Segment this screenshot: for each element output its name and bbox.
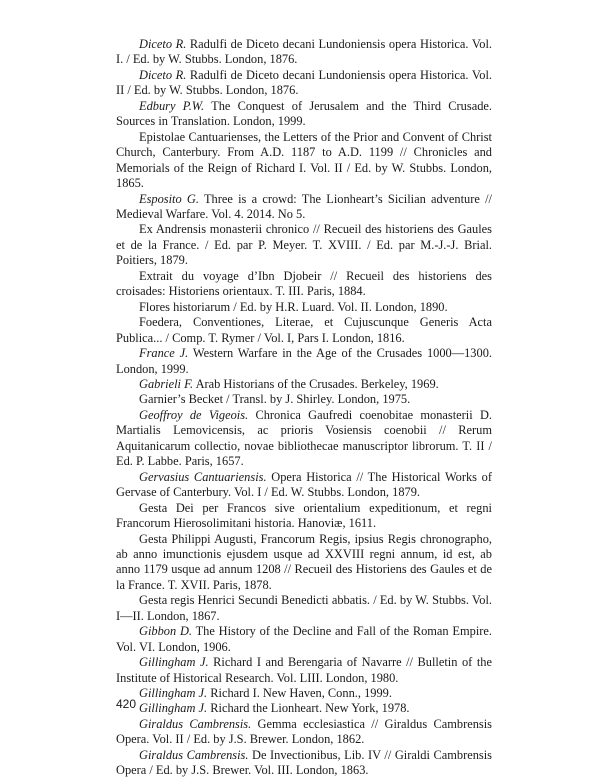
- entry-text: De Invectionibus, Lib. IV // Giraldi Cambrensis Opera / Ed. by J.S. Brewer. Vol. III. London, 1863.: [116, 747, 492, 778]
- entry-text: Arab Historians of the Crusades. Berkeley, 1969.: [193, 376, 439, 391]
- bibliography-entry: [116, 99, 492, 130]
- entry-author: Gillingham J.: [139, 686, 208, 701]
- bibliography-entry: [116, 408, 492, 470]
- entry-author: Giraldus Cambrensis.: [139, 716, 252, 731]
- entry-text: Three is a crowd: The Lionheart’s Sicilian adventure // Medieval Warfare. Vol. 4. 2014. No 5.: [116, 191, 492, 221]
- bibliography-entry: [116, 269, 492, 300]
- bibliography-entry: [116, 300, 492, 315]
- entry-text: Flores historiarum / Ed. by H.R. Luard. Vol. II. London, 1890.: [139, 299, 448, 314]
- entry-text: Gemma ecclesiastica // Giraldus Cambrensis Opera. Vol. II / Ed. by J.S. Brewer. London, 1862.: [116, 716, 492, 747]
- entry-text: Gesta Dei per Francos sive orientalium expeditionum, et regni Francorum Hierosolimitani historia. Hanoviæ, 1611.: [116, 500, 492, 531]
- page-number: 420: [116, 697, 137, 711]
- bibliography-entry: [116, 377, 492, 392]
- bibliography-entry: [116, 532, 492, 594]
- entry-author: Gervasius Cantuariensis.: [139, 469, 267, 484]
- entry-text: Gesta Philippi Augusti, Francorum Regis, ipsius Regis chronographo, ab anno imunctionis ejusdem usque ad XXVIII regni annum, id est, ab anno 1179 usque ad annum 1208 // Recueil des Historiens des Gaules et de la France. T. XVII. Paris, 1878.: [116, 531, 492, 592]
- entry-text: Epistolae Cantuarienses, the Letters of the Prior and Convent of Christ Church, Canterbury. From A.D. 1187 to A.D. 1199 // Chronicles and Memorials of the Reign of Richard I. Vol. II / Ed. by W. Stubbs. London, 1865.: [116, 129, 492, 191]
- entry-author: Esposito G.: [139, 191, 199, 206]
- bibliography-entry: [116, 748, 492, 779]
- entry-text: Ex Andrensis monasterii chronico // Recueil des historiens des Gaules et de la France. / Ed. par P. Meyer. T. XVIII. / Ed. par M.-J.-J. Brial. Poitiers, 1879.: [116, 222, 492, 268]
- bibliography-entry: [116, 346, 492, 377]
- bibliography-entry: [116, 624, 492, 655]
- bibliography-entry: [116, 717, 492, 748]
- bibliography-entry: [116, 37, 492, 68]
- bibliography-entry: [116, 701, 492, 716]
- entry-author: Diceto R.: [139, 67, 187, 82]
- entry-text: The Conquest of Jerusalem and the Third Crusade. Sources in Translation. London, 1999.: [116, 98, 492, 129]
- entry-text: Gesta regis Henrici Secundi Benedicti abbatis. / Ed. by W. Stubbs. Vol. I—II. London, 1867.: [116, 593, 492, 623]
- entry-author: Edbury P.W.: [139, 98, 205, 113]
- entry-text: Radulfi de Diceto decani Lundoniensis opera Historica. Vol. II / Ed. by W. Stubbs. London, 1876.: [116, 67, 492, 98]
- entry-author: France J.: [139, 346, 189, 361]
- entry-text: Extrait du voyage d’Ibn Djobeir // Recueil des historiens des croisades: Historiens orientaux. T. III. Paris, 1884.: [116, 268, 492, 299]
- entry-author: Gillingham J.: [139, 655, 209, 670]
- entry-text: Foedera, Conventiones, Literae, et Cujuscunque Generis Acta Publica... / Comp. T. Rymer / Vol. I, Pars I. London, 1816.: [116, 315, 492, 345]
- entry-text: Radulfi de Diceto decani Lundoniensis opera Historica. Vol. I. / Ed. by W. Stubbs. London, 1876.: [116, 37, 492, 67]
- entry-author: Gabrieli F.: [139, 376, 194, 391]
- entry-author: Giraldus Cambrensis.: [139, 747, 249, 762]
- bibliography-list: [116, 37, 492, 779]
- entry-text: Chronica Gaufredi coenobitae monasterii D. Martialis Lemovicensis, ac prioris Vosiensis coenobii // Rerum Aquitanicarum collectio, novae bibliothecae manuscriptor librorum. T. II / Ed. P. Labbe. Paris, 1657.: [116, 407, 492, 469]
- bibliography-entry: [116, 392, 492, 407]
- entry-text: Garnier’s Becket / Transl. by J. Shirley. London, 1975.: [139, 392, 411, 407]
- entry-author: Gibbon D.: [139, 624, 193, 639]
- entry-text: Opera Historica // The Historical Works of Gervase of Canterbury. Vol. I / Ed. W. Stubbs. London, 1879.: [116, 469, 493, 500]
- bibliography-entry: [116, 192, 492, 223]
- bibliography-entry: [116, 315, 492, 346]
- entry-author: Diceto R.: [139, 37, 187, 51]
- bibliography-entry: [116, 655, 492, 686]
- entry-author: Geoffroy de Vigeois.: [139, 407, 249, 422]
- bibliography-entry: [116, 68, 492, 99]
- bibliography-entry: [116, 222, 492, 268]
- entry-text: Richard I and Berengaria of Navarre // Bulletin of the Institute of Historical Research. Vol. LIII. London, 1980.: [116, 655, 492, 685]
- bibliography-entry: [116, 686, 492, 701]
- entry-text: Richard the Lionheart. New York, 1978.: [207, 701, 410, 716]
- bibliography-entry: [116, 130, 492, 192]
- bibliography-entry: [116, 470, 492, 501]
- entry-text: The History of the Decline and Fall of the Roman Empire. Vol. VI. London, 1906.: [116, 624, 492, 654]
- entry-text: Richard I. New Haven, Conn., 1999.: [207, 686, 392, 701]
- entry-text: Western Warfare in the Age of the Crusades 1000—1300. London, 1999.: [116, 346, 492, 376]
- entry-author: Gillingham J.: [139, 701, 208, 716]
- bibliography-entry: [116, 501, 492, 532]
- bibliography-entry: [116, 593, 492, 624]
